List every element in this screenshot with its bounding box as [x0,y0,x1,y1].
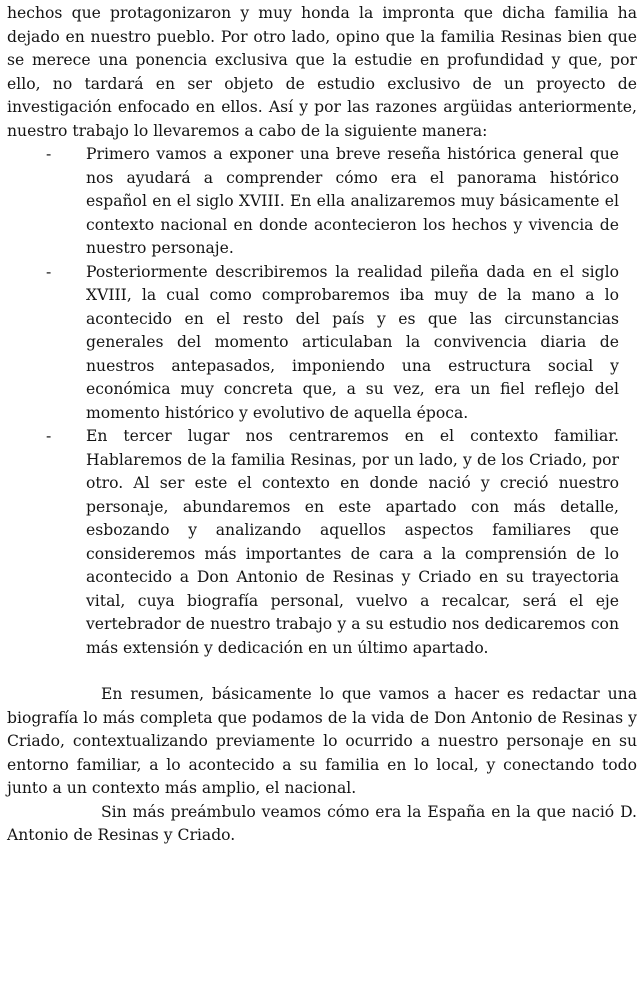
closing-paragraph: Sin más preámbulo veamos cómo era la España en la que nació D. Antonio de Resinas y Criado. [7,802,637,844]
list-item-local-reality: - Posteriormente describiremos la realidad pileña dada en el siglo XVIII, la cual como comprobaremos iba muy de la mano a lo acontecido en el resto del país y es que las circunstancias generales del momento articulaban la convivencia diaria de nuestros antepasados, imponiendo una estructura social y económica muy concreta que, a su vez, era un fiel reflejo del momento histórico y evolutivo de aquella época. [86,261,619,426]
list-item-historical-overview: - Primero vamos a exponer una breve reseña histórica general que nos ayudará a comprender cómo era el panorama histórico español en el siglo XVIII. En ella analizaremos muy básicamente el contexto nacional en donde acontecieron los hechos y vivencia de nuestro personaje. [86,143,619,261]
summary-paragraph: En resumen, básicamente lo que vamos a hacer es redactar una biografía lo más completa que podamos de la vida de Don Antonio de Resinas y Criado, contextualizando previamente lo ocurrido a nuestro personaje en su entorno familiar, a lo acontecido a su familia en lo local, y conectando todo junto a un contexto más amplio, el nacional. [7,685,637,797]
opening-paragraph: hechos que protagonizaron y muy honda la impronta que dicha familia ha dejado en nuestro pueblo. Por otro lado, opino que la familia Resinas bien que se merece una ponencia exclusiva que la estudie en profundidad y que, por ello, no tardará en ser objeto de estudio exclusivo de un proyecto de investigación enfocado en ellos. Así y por las razones argüidas anteriormente, nuestro trabajo lo llevaremos a cabo de la siguiente manera: [7,4,637,140]
list-item-family-context: - En tercer lugar nos centraremos en el contexto familiar. Hablaremos de la familia Resinas, por un lado, y de los Criado, por otro. Al ser este el contexto en donde nació y creció nuestro personaje, abundaremos en este apartado con más detalle, esbozando y analizando aquellos aspectos familiares que consideremos más importantes de cara a la comprensión de lo acontecido a Don Antonio de Resinas y Criado en su trayectoria vital, cuya biografía personal, vuelvo a recalcar, será el eje vertebrador de nuestro trabajo y a su estudio nos dedicaremos con más extensión y dedicación en un último apartado. [86,425,619,660]
work-plan-list [7,143,637,660]
